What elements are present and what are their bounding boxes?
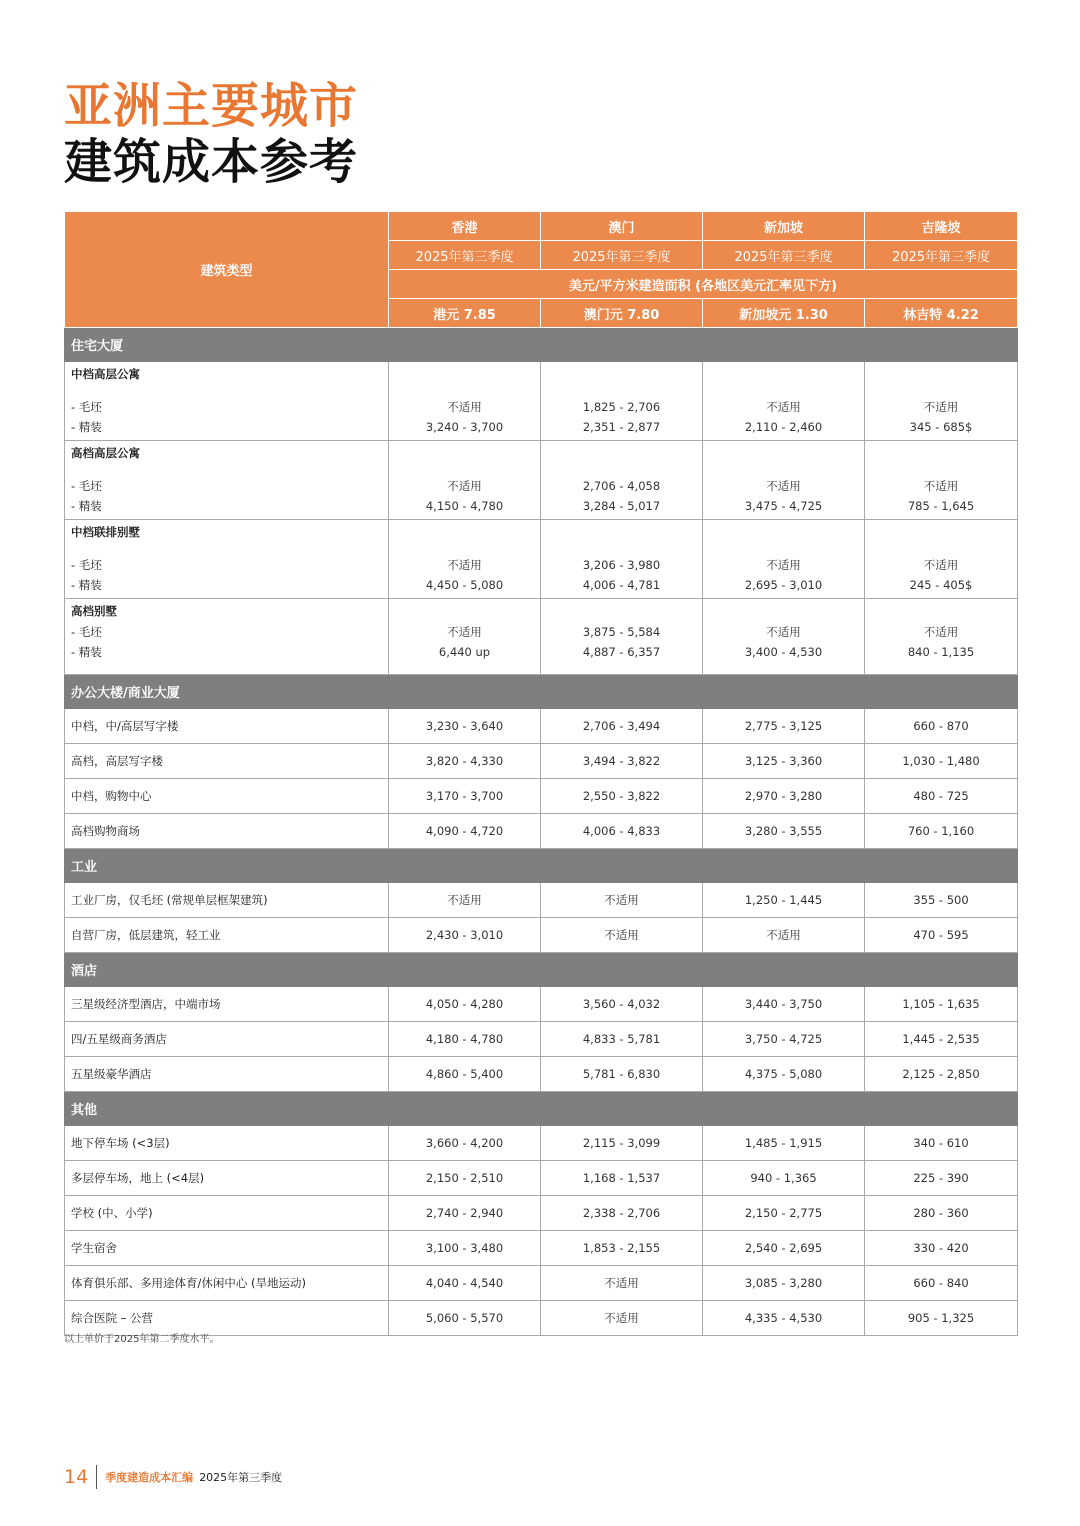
value-stack — [547, 477, 696, 516]
page-title — [64, 78, 358, 190]
value-fitted: 3,240 - 3,700 — [425, 419, 504, 434]
row-name-cell: 中档，购物中心 — [65, 779, 389, 814]
group-title: 高档高层公寓 — [71, 446, 140, 460]
value-fitted: 4,006 - 4,781 — [582, 577, 661, 592]
value-cell: 3,125 - 3,360 — [703, 744, 865, 779]
table-header — [65, 212, 1018, 328]
value-stack — [395, 623, 534, 662]
value-cell: 1,105 - 1,635 — [865, 987, 1018, 1022]
table-row-group — [65, 441, 1018, 520]
table-row — [65, 987, 1018, 1022]
value-fitted: 2,110 - 2,460 — [744, 419, 823, 434]
value-cell: 2,740 - 2,940 — [389, 1196, 541, 1231]
value-cell — [389, 599, 541, 675]
value-cell — [865, 599, 1018, 675]
section-header-row — [65, 953, 1018, 987]
value-cell — [703, 599, 865, 675]
value-fitted: 2,351 - 2,877 — [582, 419, 661, 434]
value-cell: 4,860 - 5,400 — [389, 1057, 541, 1092]
section-title: 办公大楼/商业大厦 — [65, 675, 1018, 709]
sub-label-fitted: - 精装 — [71, 419, 102, 434]
city-header: 吉隆坡 — [865, 212, 1018, 241]
value-bare-shell: 1,825 - 2,706 — [582, 400, 661, 414]
value-cell: 不适用 — [703, 918, 865, 953]
group-title: 中档高层公寓 — [71, 367, 140, 381]
section-header-row — [65, 849, 1018, 883]
value-cell — [865, 520, 1018, 599]
building-type-header: 建筑类型 — [65, 212, 389, 328]
value-cell: 3,230 - 3,640 — [389, 709, 541, 744]
value-stack — [709, 398, 858, 437]
table-row-group — [65, 520, 1018, 599]
value-cell: 4,006 - 4,833 — [541, 814, 703, 849]
row-name-cell: 多层停车场，地上 (<4层) — [65, 1161, 389, 1196]
value-cell: 2,150 - 2,510 — [389, 1161, 541, 1196]
row-name-cell: 学校 (中、小学) — [65, 1196, 389, 1231]
value-cell: 1,853 - 2,155 — [541, 1231, 703, 1266]
table-row — [65, 744, 1018, 779]
value-cell: 660 - 870 — [865, 709, 1018, 744]
value-cell — [865, 362, 1018, 441]
table-row-group — [65, 599, 1018, 675]
value-bare-shell: 不适用 — [447, 625, 482, 639]
value-fitted: 785 - 1,645 — [907, 498, 975, 513]
value-cell: 1,250 - 1,445 — [703, 883, 865, 918]
value-cell: 4,180 - 4,780 — [389, 1022, 541, 1057]
value-cell: 760 - 1,160 — [865, 814, 1018, 849]
value-cell — [389, 520, 541, 599]
quarter-header: 2025年第三季度 — [389, 241, 541, 270]
table-row — [65, 1126, 1018, 1161]
quarter-header: 2025年第三季度 — [541, 241, 703, 270]
page-footer — [64, 1464, 282, 1490]
row-name-cell — [65, 520, 389, 599]
value-cell: 3,750 - 4,725 — [703, 1022, 865, 1057]
value-fitted: 4,887 - 6,357 — [582, 644, 661, 659]
table-row — [65, 1196, 1018, 1231]
value-bare-shell: 不适用 — [923, 479, 959, 493]
value-cell: 660 - 840 — [865, 1266, 1018, 1301]
value-cell: 3,660 - 4,200 — [389, 1126, 541, 1161]
value-fitted: 345 - 685$ — [909, 419, 973, 434]
row-name-cell: 自营厂房，低层建筑，轻工业 — [65, 918, 389, 953]
value-stack — [547, 556, 696, 595]
row-name-cell: 工业厂房，仅毛坯 (常规单层框架建筑) — [65, 883, 389, 918]
value-bare-shell: 不适用 — [447, 558, 482, 572]
value-stack — [395, 398, 534, 437]
value-fitted: 3,475 - 4,725 — [744, 498, 823, 513]
value-bare-shell: 不适用 — [766, 625, 801, 639]
value-stack — [871, 623, 1011, 662]
publication-period: 2025年第三季度 — [199, 1471, 283, 1484]
exchange-rate: 港元 7.85 — [389, 299, 541, 328]
value-cell: 4,833 - 5,781 — [541, 1022, 703, 1057]
section-header-row — [65, 1092, 1018, 1126]
group-title: 中档联排别墅 — [71, 525, 140, 539]
value-cell: 340 - 610 — [865, 1126, 1018, 1161]
value-cell: 4,090 - 4,720 — [389, 814, 541, 849]
value-cell: 3,170 - 3,700 — [389, 779, 541, 814]
value-cell: 2,540 - 2,695 — [703, 1231, 865, 1266]
quarter-header: 2025年第三季度 — [703, 241, 865, 270]
sub-label-fitted: - 精装 — [71, 577, 102, 592]
value-cell: 不适用 — [541, 918, 703, 953]
city-header: 新加坡 — [703, 212, 865, 241]
row-name-cell: 三星级经济型酒店，中端市场 — [65, 987, 389, 1022]
value-fitted: 4,450 - 5,080 — [425, 577, 504, 592]
value-cell: 2,550 - 3,822 — [541, 779, 703, 814]
value-cell: 3,100 - 3,480 — [389, 1231, 541, 1266]
group-title: 高档别墅 — [71, 604, 117, 618]
value-cell — [541, 362, 703, 441]
value-stack — [871, 477, 1011, 516]
value-cell: 1,168 - 1,537 — [541, 1161, 703, 1196]
value-fitted: 3,400 - 4,530 — [744, 644, 823, 659]
value-bare-shell: 不适用 — [447, 400, 482, 414]
value-fitted: 4,150 - 4,780 — [425, 498, 504, 513]
row-name-cell — [65, 362, 389, 441]
value-cell: 4,050 - 4,280 — [389, 987, 541, 1022]
value-cell — [389, 362, 541, 441]
value-cell: 3,494 - 3,822 — [541, 744, 703, 779]
value-cell: 940 - 1,365 — [703, 1161, 865, 1196]
value-bare-shell: 不适用 — [923, 558, 959, 572]
table-row — [65, 814, 1018, 849]
value-stack — [709, 623, 858, 662]
value-stack — [871, 556, 1011, 595]
row-name-cell: 体育俱乐部、多用途体育/休闲中心 (旱地运动) — [65, 1266, 389, 1301]
sub-label-bare-shell: - 毛坯 — [71, 625, 102, 639]
table-row — [65, 883, 1018, 918]
value-bare-shell: 不适用 — [923, 625, 959, 639]
row-name-cell: 地下停车场 (<3层) — [65, 1126, 389, 1161]
city-header: 香港 — [389, 212, 541, 241]
sub-label-bare-shell: - 毛坯 — [71, 400, 102, 414]
sub-label-fitted: - 精装 — [71, 498, 102, 513]
value-cell: 1,485 - 1,915 — [703, 1126, 865, 1161]
value-bare-shell: 不适用 — [766, 400, 801, 414]
table-row — [65, 1231, 1018, 1266]
value-cell: 225 - 390 — [865, 1161, 1018, 1196]
publication-name: 季度建造成本汇编 — [105, 1471, 194, 1484]
table-row — [65, 1266, 1018, 1301]
row-name-cell: 综合医院 – 公营 — [65, 1301, 389, 1336]
table-row — [65, 1161, 1018, 1196]
value-stack — [395, 477, 534, 516]
value-bare-shell: 2,706 - 4,058 — [582, 479, 661, 493]
value-cell: 2,430 - 3,010 — [389, 918, 541, 953]
value-cell: 5,060 - 5,570 — [389, 1301, 541, 1336]
exchange-rate: 林吉特 4.22 — [865, 299, 1018, 328]
value-cell — [703, 362, 865, 441]
value-cell: 330 - 420 — [865, 1231, 1018, 1266]
exchange-rate: 澳门元 7.80 — [541, 299, 703, 328]
value-cell: 不适用 — [541, 883, 703, 918]
value-cell: 2,125 - 2,850 — [865, 1057, 1018, 1092]
value-cell: 3,820 - 4,330 — [389, 744, 541, 779]
value-cell: 4,335 - 4,530 — [703, 1301, 865, 1336]
section-header-row — [65, 675, 1018, 709]
value-stack — [871, 398, 1011, 437]
value-fitted: 840 - 1,135 — [907, 644, 975, 659]
table-row — [65, 1022, 1018, 1057]
value-cell: 不适用 — [541, 1266, 703, 1301]
section-title: 住宅大厦 — [65, 328, 1018, 362]
row-name-cell: 五星级豪华酒店 — [65, 1057, 389, 1092]
row-name-cell — [65, 599, 389, 675]
quarter-header: 2025年第三季度 — [865, 241, 1018, 270]
title-line-1: 亚洲主要城市 — [64, 78, 359, 134]
value-cell: 1,030 - 1,480 — [865, 744, 1018, 779]
value-cell: 2,970 - 3,280 — [703, 779, 865, 814]
row-name-cell: 高档，高层写字楼 — [65, 744, 389, 779]
value-fitted: 2,695 - 3,010 — [744, 577, 823, 592]
unit-header: 美元/平方米建造面积 (各地区美元汇率见下方) — [389, 270, 1018, 299]
exchange-rate: 新加坡元 1.30 — [703, 299, 865, 328]
value-bare-shell: 3,206 - 3,980 — [582, 558, 661, 572]
value-cell: 2,706 - 3,494 — [541, 709, 703, 744]
value-bare-shell: 不适用 — [766, 479, 801, 493]
table-row — [65, 709, 1018, 744]
value-cell: 480 - 725 — [865, 779, 1018, 814]
value-cell — [865, 441, 1018, 520]
sub-label-fitted: - 精装 — [71, 644, 102, 659]
value-cell: 2,115 - 3,099 — [541, 1126, 703, 1161]
value-cell — [541, 441, 703, 520]
value-cell — [541, 520, 703, 599]
row-name-cell: 高档购物商场 — [65, 814, 389, 849]
value-cell: 905 - 1,325 — [865, 1301, 1018, 1336]
value-cell: 3,280 - 3,555 — [703, 814, 865, 849]
title-line-2: 建筑成本参考 — [64, 134, 359, 190]
value-cell: 4,375 - 5,080 — [703, 1057, 865, 1092]
value-cell: 355 - 500 — [865, 883, 1018, 918]
city-header: 澳门 — [541, 212, 703, 241]
value-bare-shell: 3,875 - 5,584 — [582, 625, 661, 639]
value-cell: 280 - 360 — [865, 1196, 1018, 1231]
row-name-cell — [65, 441, 389, 520]
value-cell: 2,775 - 3,125 — [703, 709, 865, 744]
value-cell: 2,150 - 2,775 — [703, 1196, 865, 1231]
value-stack — [709, 477, 858, 516]
table-row — [65, 779, 1018, 814]
page-number: 14 — [64, 1465, 97, 1489]
value-fitted: 6,440 up — [438, 644, 491, 659]
value-stack — [547, 398, 696, 437]
value-cell: 4,040 - 4,540 — [389, 1266, 541, 1301]
table-row — [65, 918, 1018, 953]
value-cell — [703, 520, 865, 599]
value-cell: 470 - 595 — [865, 918, 1018, 953]
value-cell: 3,085 - 3,280 — [703, 1266, 865, 1301]
value-cell: 不适用 — [541, 1301, 703, 1336]
sub-label-bare-shell: - 毛坯 — [71, 558, 102, 572]
table-row — [65, 1057, 1018, 1092]
value-bare-shell: 不适用 — [923, 400, 959, 414]
value-stack — [547, 623, 696, 662]
value-stack — [709, 556, 858, 595]
value-cell: 不适用 — [389, 883, 541, 918]
value-cell — [389, 441, 541, 520]
cost-table — [64, 211, 1018, 1336]
value-cell — [703, 441, 865, 520]
row-name-cell: 学生宿舍 — [65, 1231, 389, 1266]
section-title: 酒店 — [65, 953, 1018, 987]
row-name-cell: 四/五星级商务酒店 — [65, 1022, 389, 1057]
value-bare-shell: 不适用 — [766, 558, 801, 572]
value-cell: 3,560 - 4,032 — [541, 987, 703, 1022]
sub-label-bare-shell: - 毛坯 — [71, 479, 102, 493]
footnote: 以上单价于2025年第二季度水平。 — [64, 1334, 220, 1345]
row-name-cell: 中档，中/高层写字楼 — [65, 709, 389, 744]
value-cell: 2,338 - 2,706 — [541, 1196, 703, 1231]
value-cell: 5,781 - 6,830 — [541, 1057, 703, 1092]
value-fitted: 3,284 - 5,017 — [582, 498, 661, 513]
value-stack — [395, 556, 534, 595]
value-bare-shell: 不适用 — [447, 479, 482, 493]
section-header-row — [65, 328, 1018, 362]
value-cell: 3,440 - 3,750 — [703, 987, 865, 1022]
value-cell — [541, 599, 703, 675]
section-title: 其他 — [65, 1092, 1018, 1126]
table-body — [65, 328, 1018, 1336]
table-row-group — [65, 362, 1018, 441]
value-cell: 1,445 - 2,535 — [865, 1022, 1018, 1057]
section-title: 工业 — [65, 849, 1018, 883]
value-fitted: 245 - 405$ — [909, 577, 973, 592]
